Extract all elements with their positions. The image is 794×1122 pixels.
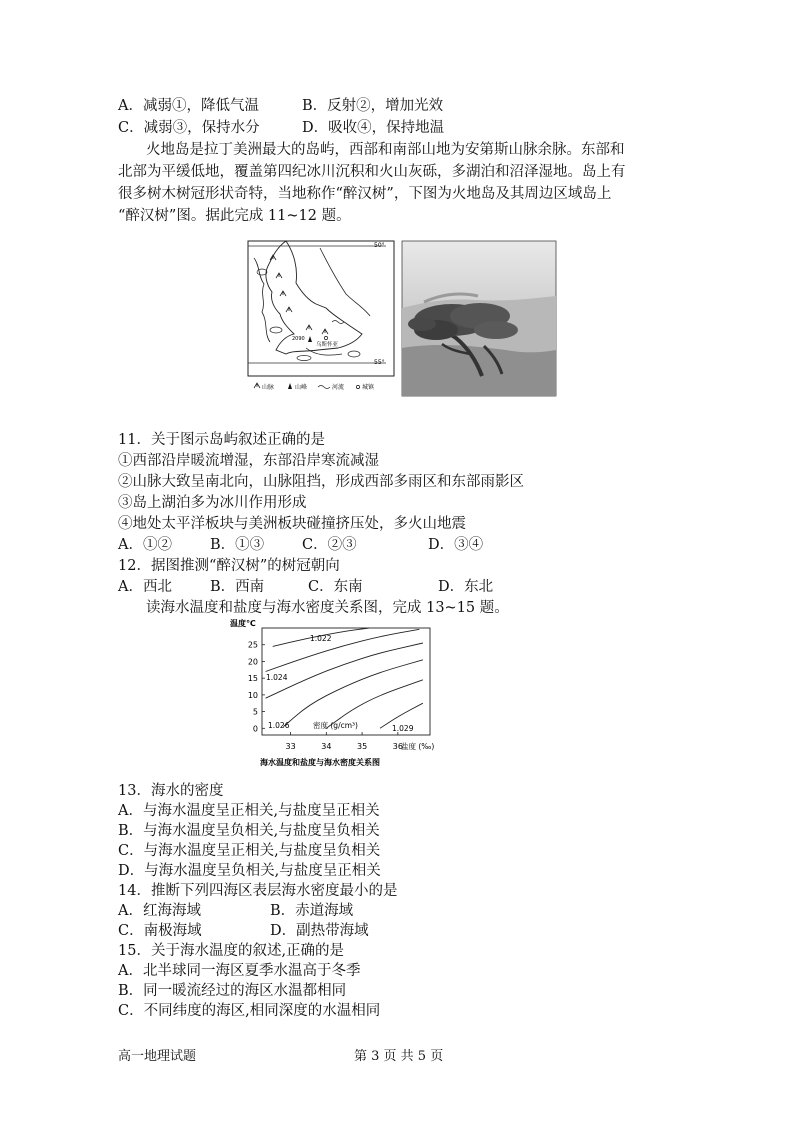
town-label: 乌斯怀亚 (316, 342, 339, 348)
peak-icon (288, 383, 292, 389)
q12-option-c: C．东南 (308, 579, 363, 595)
value-label-1026: 1.026 (268, 721, 290, 730)
y-tick-label: 25 (247, 640, 258, 650)
q11-option-b: B．①③ (210, 537, 265, 553)
q11-option-a: A．①② (118, 537, 172, 553)
q14-option-a: A．红海海域 (118, 903, 201, 919)
q13-option-d: D．与海水温度呈负相关,与盐度呈正相关 (118, 863, 381, 879)
q13-option-a: A．与海水温度呈正相关,与盐度呈正相关 (118, 803, 380, 819)
chart-center-label: 密度 (g/cm³) (313, 721, 358, 730)
q15-option-a: A．北半球同一海区夏季水温高于冬季 (118, 963, 361, 979)
density-isoline-1.025 (283, 660, 423, 727)
legend-label: 城镇 (362, 384, 375, 391)
value-label-1024: 1.024 (266, 673, 288, 682)
q11-item: ②山脉大致呈南北向，山脉阻挡，形成西部多雨区和东部雨影区 (118, 474, 524, 490)
passage1-line: 很多树木树冠形状奇特，当地称作“醉汉树”，下图为火地岛及其周边区域岛上 (118, 186, 612, 202)
q14-option-d: D．副热带海域 (270, 923, 369, 939)
legend-label: 河流 (332, 384, 345, 391)
chart-xlabel: 盐度 (‰) (401, 742, 435, 751)
lat-bottom-label: 55° (374, 359, 385, 366)
q10-option-c: C．减弱③，保持水分 (118, 120, 260, 136)
q12-stem: 12．据图推测“醉汉树”的树冠朝向 (118, 558, 340, 574)
q15-option-c: C．不同纬度的海区,相同深度的水温相同 (118, 1003, 381, 1019)
x-tick-label: 33 (285, 742, 296, 751)
chart-ylabel: 温度℃ (230, 619, 256, 628)
passage1-line: “醉汉树”图。据此完成 11~12 题。 (118, 208, 351, 224)
y-tick-label: 10 (247, 690, 258, 700)
mountain-range-icon (254, 383, 260, 388)
q10-option-a: A．减弱①，降低气温 (118, 98, 259, 114)
q11-item: ④地处太平洋板块与美洲板块碰撞挤压处，多火山地震 (118, 516, 466, 532)
value-label-1029: 1.029 (392, 724, 414, 733)
lat-top-label: 50° (374, 242, 385, 249)
town-icon (324, 336, 327, 339)
island-map (248, 241, 394, 376)
q11-option-d: D．③④ (428, 537, 484, 553)
q10-options-row1 (118, 96, 443, 116)
footer-left: 高一地理试题 (118, 1049, 197, 1064)
map-legend (254, 383, 375, 391)
q11-item: ①西部沿岸暖流增湿，东部沿岸寒流减湿 (118, 453, 379, 469)
legend-label: 山脉 (262, 384, 275, 391)
footer-page-number: 第 3 页 共 5 页 (354, 1049, 444, 1064)
q14-option-b: B．赤道海域 (270, 903, 354, 919)
density-chart (226, 614, 448, 774)
q14-stem: 14．推断下列四海区表层海水密度最小的是 (118, 883, 398, 899)
town-icon (356, 385, 359, 388)
q14-options-row2 (118, 921, 369, 941)
passage2: 读海水温度和盐度与海水密度关系图，完成 13~15 题。 (146, 600, 509, 616)
density-isoline-1.024 (266, 643, 423, 698)
q14-option-c: C．南极海域 (118, 923, 202, 939)
q15-stem: 15．关于海水温度的叙述,正确的是 (118, 943, 345, 959)
q13-stem: 13．海水的密度 (118, 783, 224, 799)
peak-elevation-label: 2090 (292, 336, 305, 342)
passage1-line: 火地岛是拉丁美洲最大的岛屿，西部和南部山地为安第斯山脉余脉。东部和 (146, 142, 625, 158)
y-tick-label: 15 (247, 674, 258, 684)
q12-option-a: A．西北 (118, 579, 172, 595)
q10-option-d: D．吸收④，保持地温 (302, 120, 445, 136)
x-tick-label: 36 (392, 742, 403, 751)
q10-options-row2 (118, 118, 444, 138)
y-tick-label: 5 (252, 707, 258, 717)
q12-option-b: B．西南 (210, 579, 265, 595)
legend-label: 山峰 (295, 384, 308, 391)
q11-option-c: C．②③ (302, 537, 357, 553)
q11-options (118, 535, 483, 555)
q12-options (118, 577, 493, 597)
river-icon (318, 386, 330, 389)
passage1-line: 北部为平缓低地，覆盖第四纪冰川沉积和火山灰砾，多湖泊和沼泽湿地。岛上有 (118, 164, 626, 180)
chart-title: 海水温度和盐度与海水密度关系图 (260, 758, 380, 767)
q13-option-c: C．与海水温度呈正相关,与盐度呈负相关 (118, 843, 381, 859)
drunken-tree-photo (402, 241, 556, 396)
q14-options-row1 (118, 901, 353, 921)
x-tick-label: 35 (356, 742, 368, 751)
q13-option-b: B．与海水温度呈负相关,与盐度呈负相关 (118, 823, 380, 839)
y-tick-label: 0 (252, 724, 258, 734)
q10-option-b: B．反射②，增加光效 (302, 98, 444, 114)
x-tick-label: 34 (321, 742, 332, 751)
q12-option-d: D．东北 (438, 579, 494, 595)
q11-item: ③岛上湖泊多为冰川作用形成 (118, 495, 307, 511)
q11-stem: 11．关于图示岛屿叙述正确的是 (118, 432, 325, 448)
y-tick-label: 20 (247, 657, 258, 667)
q15-option-b: B．同一暖流经过的海区水温都相同 (118, 983, 347, 999)
tierra-del-fuego-figure (246, 238, 558, 398)
value-label-1022: 1.022 (310, 634, 332, 643)
